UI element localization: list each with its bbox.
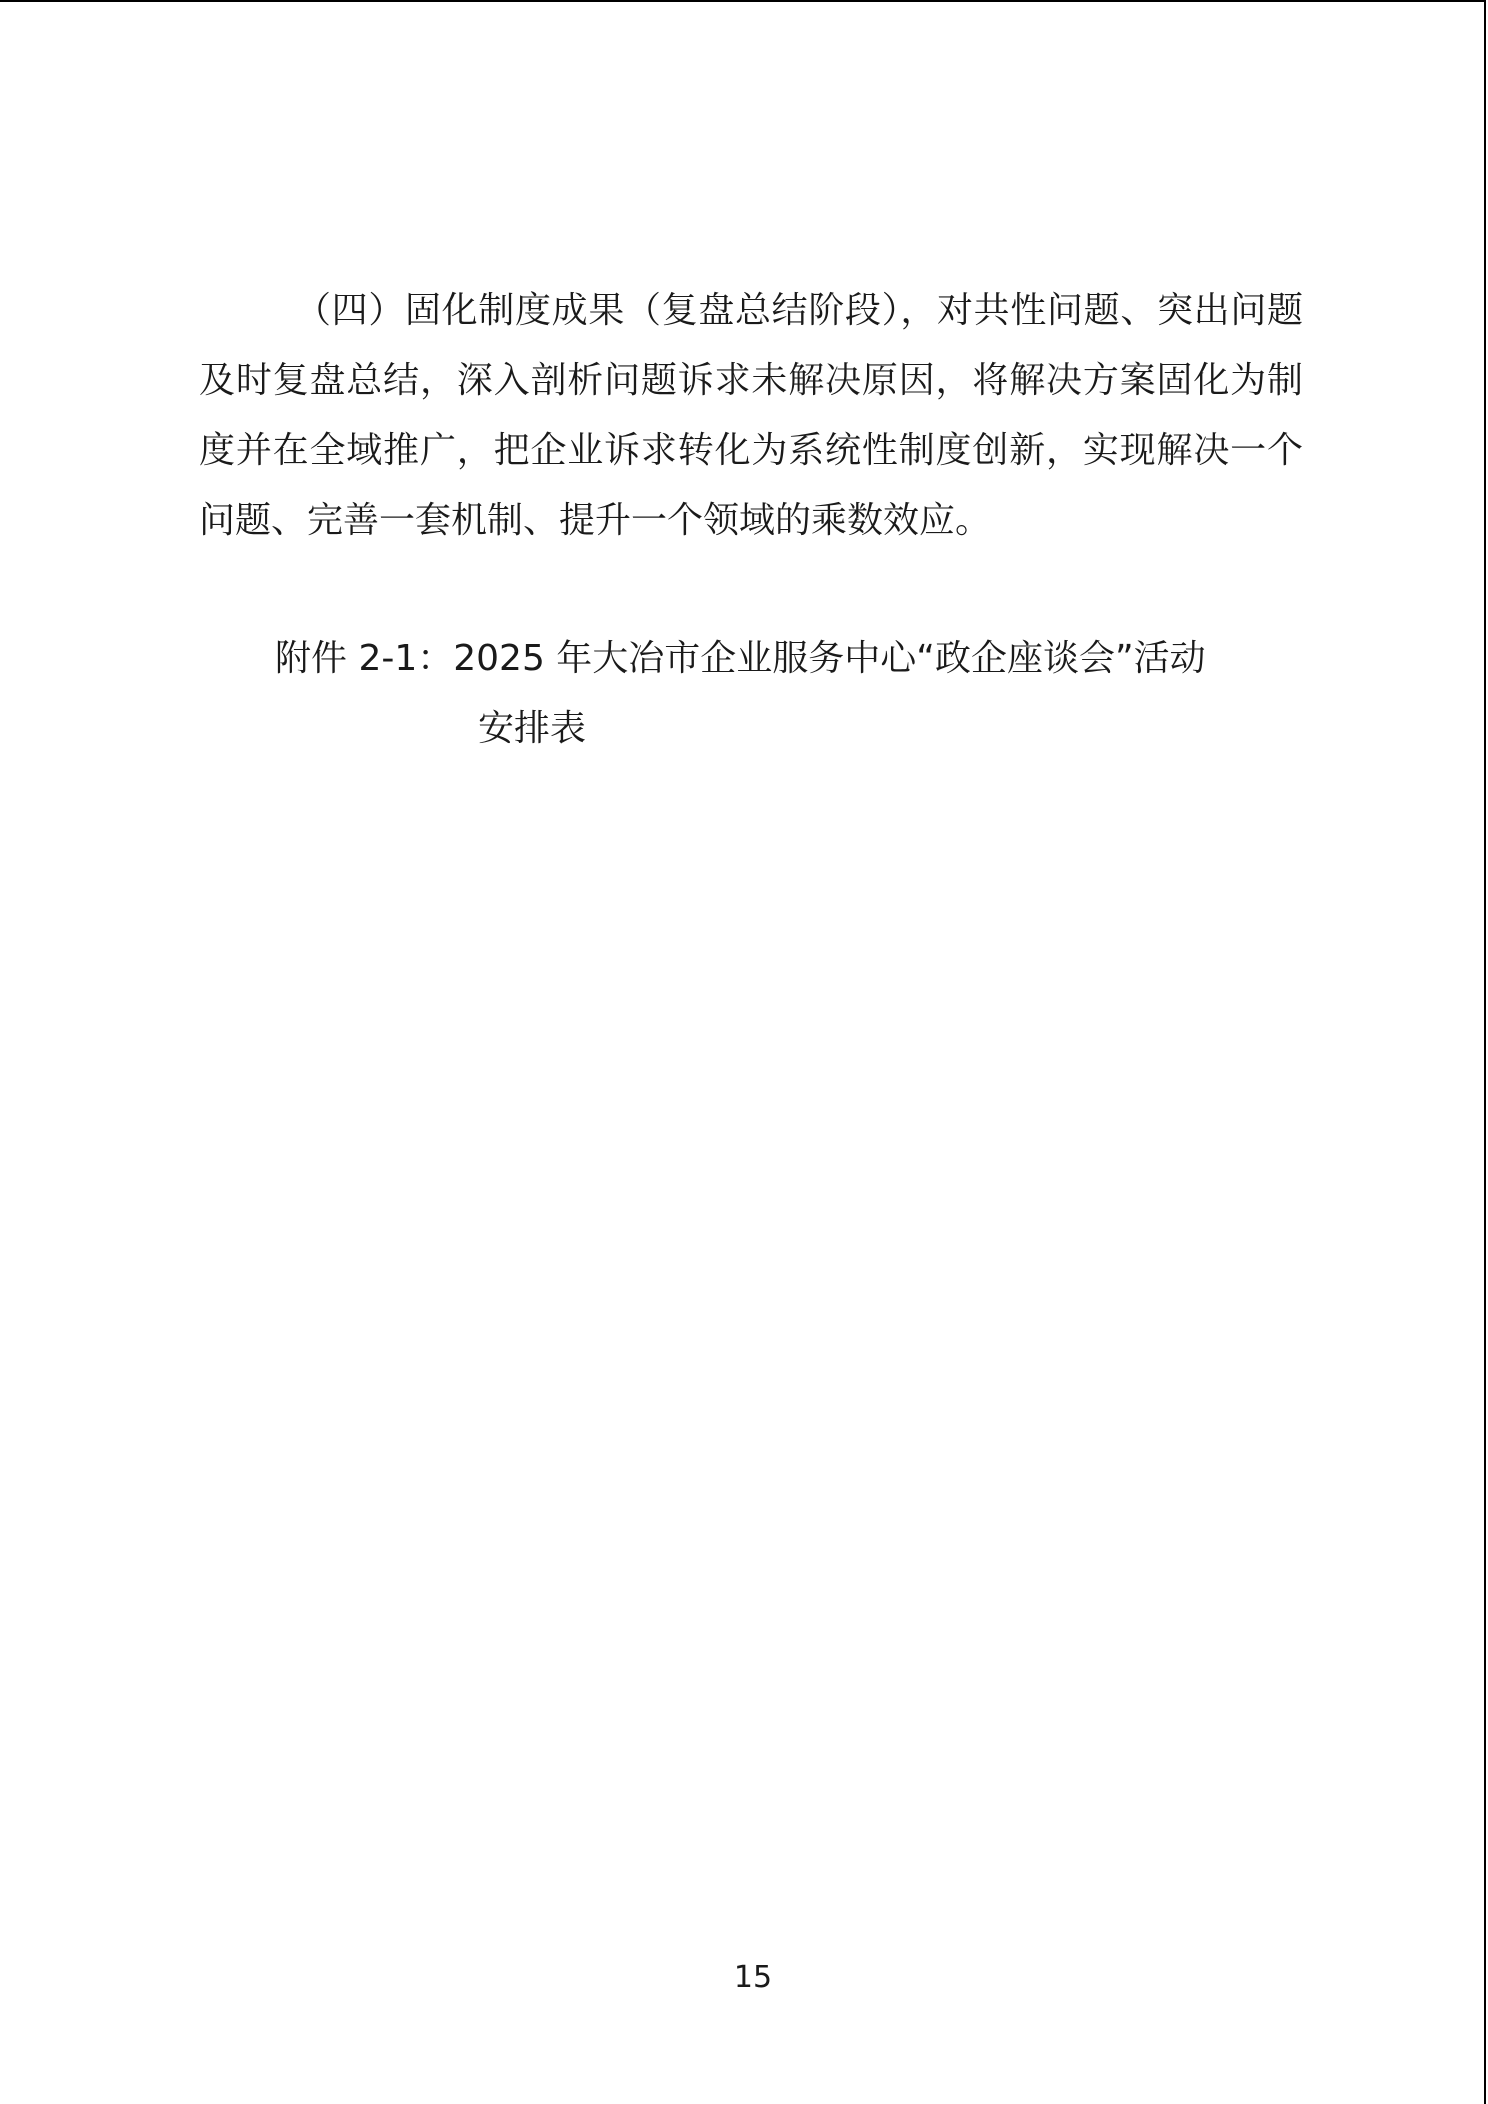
page-number: 15: [733, 1960, 773, 1995]
attachment-title-line-1: 附件 2-1：2025 年大冶市企业服务中心“政企座谈会”活动: [275, 638, 1206, 679]
attachment-title-line-2: 安排表: [478, 708, 587, 749]
section-four-paragraph: （四）固化制度成果（复盘总结阶段），对共性问题、突出问题及时复盘总结，深入剖析问题诉求未解决原因，将解决方案固化为制度并在全域推广，把企业诉求转化为系统性制度创新，实现解决一个问题、完善一套机制、提升一个领域的乘数效应。: [199, 290, 1303, 541]
attachment-title: [275, 624, 1275, 764]
